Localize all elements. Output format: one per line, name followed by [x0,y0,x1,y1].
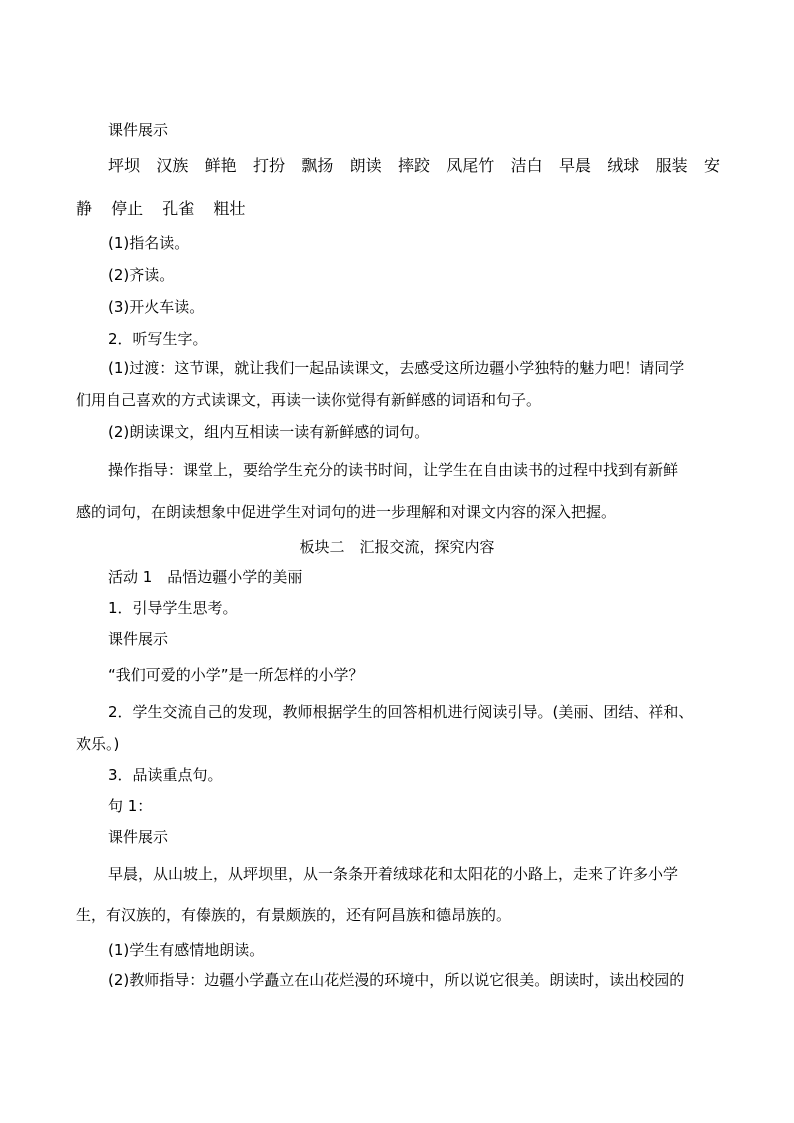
dictation-step: 2．听写生字。 [108,330,208,348]
transition-line-2: 们用自己喜欢的方式读课文，再读一读你觉得有新鲜感的词语和句子。 [76,391,542,409]
vocab-word: 静 [76,199,93,218]
teacher-guide-line: (2)教师指导：边疆小学矗立在山花烂漫的环境中，所以说它很美。朗读时，读出校园的 [108,971,685,989]
guide-line-1: 操作指导：课堂上，要给学生充分的读书时间，让学生在自由读书的过程中找到有新鲜 [108,461,679,479]
vocab-word: 洁白 [510,156,543,175]
read-step-3: (3)开火车读。 [108,298,205,316]
discover-line-2: 欢乐。) [76,735,120,753]
vocab-word: 绒球 [607,156,640,175]
sentence-label: 句 1： [108,797,153,815]
vocab-word: 服装 [655,156,688,175]
vocabulary-row-2 [76,198,259,220]
courseware-label-2: 课件展示 [108,630,169,648]
emotional-read-step: (1)学生有感情地朗读。 [108,941,265,959]
vocab-word: 孔雀 [162,199,195,218]
think-step: 1．引导学生思考。 [108,599,238,617]
quote-line-2: 生，有汉族的，有傣族的，有景颇族的，还有阿昌族和德昂族的。 [76,906,512,924]
key-sentence-step: 3．品读重点句。 [108,766,223,784]
transition-line-1: (1)过渡：这节课，就让我们一起品读课文，去感受这所边疆小学独特的魅力吧！请同学 [108,359,685,377]
vocab-word: 飘扬 [301,156,334,175]
vocab-word: 摔跤 [397,156,430,175]
vocab-word: 汉族 [156,156,189,175]
vocab-word: 打扮 [252,156,285,175]
vocab-word: 粗壮 [213,199,246,218]
read-step-1: (1)指名读。 [108,234,190,252]
courseware-label-1: 课件展示 [108,121,169,139]
vocab-word: 停止 [111,199,144,218]
vocab-word: 坪坝 [108,156,141,175]
courseware-label-3: 课件展示 [108,828,169,846]
vocab-word: 朗读 [349,156,382,175]
vocab-word: 早晨 [558,156,591,175]
vocab-word: 鲜艳 [204,156,237,175]
question-text: “我们可爱的小学”是一所怎样的小学？ [108,666,364,684]
section-title: 板块二 汇报交流，探究内容 [299,538,495,556]
read-step-2: (2)齐读。 [108,266,175,284]
activity-heading: 活动 1 品悟边疆小学的美丽 [108,568,303,586]
vocab-word: 凤尾竹 [446,156,495,175]
discover-line-1: 2．学生交流自己的发现，教师根据学生的回答相机进行阅读引导。(美丽、团结、祥和、 [108,703,694,721]
guide-line-2: 感的词句，在朗读想象中促进学生对词句的进一步理解和对课文内容的深入把握。 [76,503,617,521]
group-read-step: (2)朗读课文，组内互相读一读有新鲜感的词句。 [108,423,430,441]
vocab-word: 安 [703,156,720,175]
vocabulary-row-1 [108,155,720,177]
quote-line-1: 早晨，从山坡上，从坪坝里，从一条条开着绒球花和太阳花的小路上，走来了许多小学 [108,865,679,883]
